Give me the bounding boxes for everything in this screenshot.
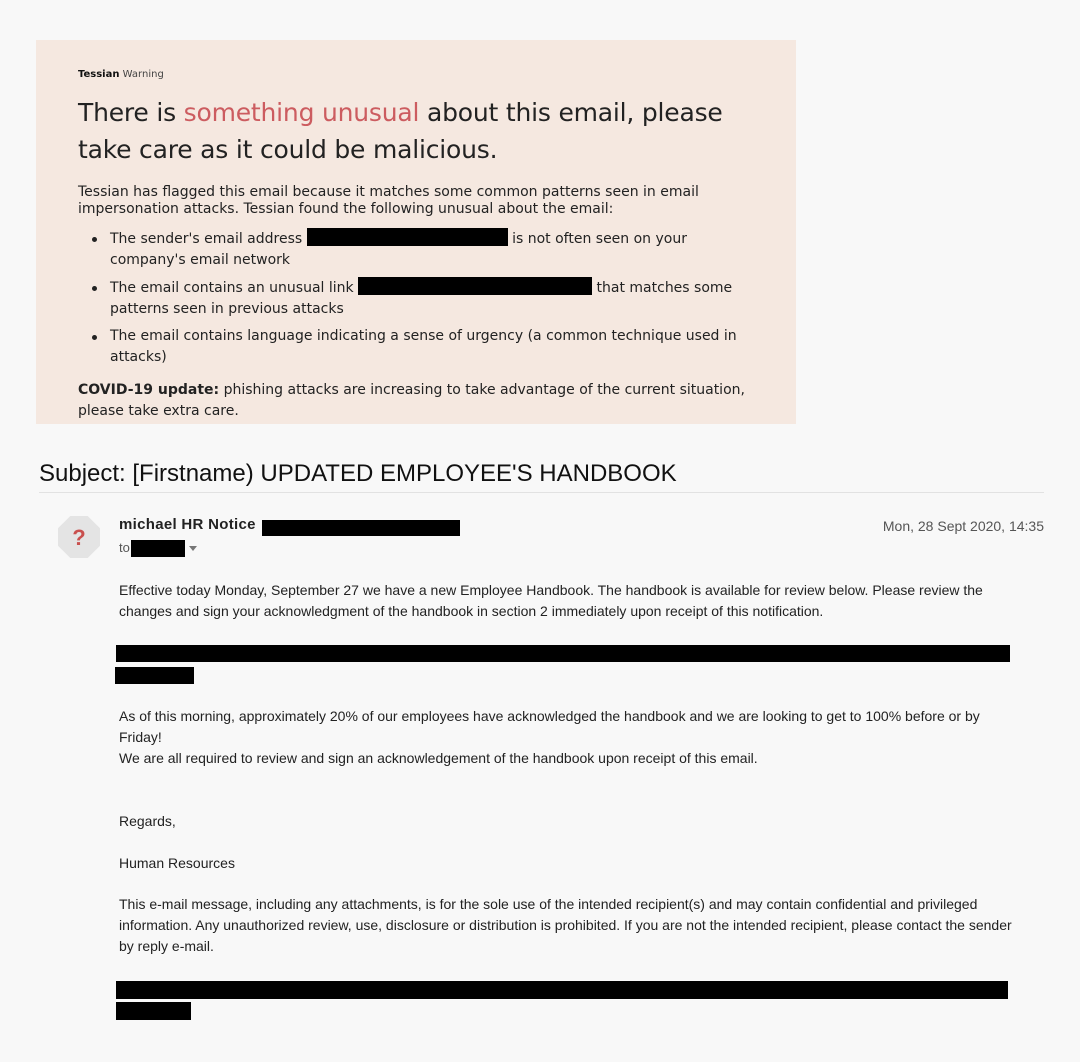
reason-text: that matches some patterns seen in previous attacks: [110, 280, 733, 317]
email-date: Mon, 28 Sept 2020, 14:35: [882, 518, 1044, 534]
sender-name[interactable]: michael HR Notice: [119, 516, 256, 533]
redacted-sender-email: [262, 520, 460, 536]
redacted-footer-block-end: [116, 1002, 191, 1020]
warning-reason-sender: [78, 228, 758, 271]
warning-brand: Tessian: [78, 69, 120, 80]
redacted-link-block-end: [115, 667, 194, 684]
warning-headline: [78, 94, 754, 168]
recipient-label: to: [119, 540, 130, 555]
body-paragraph-1: Effective today Monday, September 27 we have a new Employee Handbook. The handbook is available for review below. Please review the changes and sign your acknowledgment of the handbook in section 2 immediately upon receipt of this notification.: [119, 582, 983, 619]
reason-text: The email contains an unusual link: [110, 280, 359, 296]
warning-reason-urgency: [78, 326, 758, 368]
warning-reason-link: [78, 277, 758, 320]
warning-brand-line: [78, 69, 754, 80]
warning-intro: Tessian has flagged this email because it matches some common patterns seen in email impersonation attacks. Tessian found the following unusual about the email:: [78, 184, 699, 217]
subject-divider: [39, 492, 1044, 493]
reason-text: The email contains language indicating a sense of urgency (a common technique used in attacks): [110, 328, 737, 365]
headline-highlight: something unusual: [183, 98, 420, 127]
caret-down-icon[interactable]: [189, 546, 197, 551]
reason-text: is not often seen on your company's email network: [110, 231, 687, 268]
question-octagon-icon[interactable]: [58, 516, 100, 558]
body-regards: Regards,: [119, 813, 176, 829]
redacted-link: [358, 277, 592, 295]
headline-pre: There is: [78, 98, 184, 127]
warning-brand-suffix: Warning: [122, 69, 164, 80]
body-paragraph-3: We are all required to review and sign an acknowledgement of the handbook upon receipt of this email.: [119, 750, 758, 766]
covid-label: COVID-19 update:: [78, 382, 220, 398]
tessian-warning-banner: [36, 40, 796, 424]
reason-text: The sender's email address: [110, 231, 307, 247]
email-subject: Subject: [Firstname) UPDATED EMPLOYEE'S HANDBOOK: [39, 460, 677, 487]
body-paragraph-2: As of this morning, approximately 20% of our employees have acknowledged the handbook and we are looking to get to 100% before or by Friday!: [119, 708, 980, 745]
covid-update: [78, 380, 768, 422]
redacted-footer-block: [116, 981, 1008, 999]
redacted-sender-address: [307, 228, 508, 246]
body-disclaimer: This e-mail message, including any attachments, is for the sole use of the intended recipient(s) and may contain confidential and privileged information. Any unauthorized review, use, disclosure or distribution is prohibited. If you are not the intended recipient, please contact the sender by reply e-mail.: [119, 896, 1012, 954]
headline-post: about this email, please take care as it could be malicious.: [78, 98, 723, 164]
redacted-link-block: [116, 645, 1010, 662]
svg-text:?: ?: [72, 525, 86, 550]
body-signature: Human Resources: [119, 855, 235, 871]
redacted-recipient: [131, 540, 185, 557]
covid-text: phishing attacks are increasing to take advantage of the current situation, please take extra care.: [78, 382, 745, 419]
warning-reasons-list: [78, 228, 754, 368]
